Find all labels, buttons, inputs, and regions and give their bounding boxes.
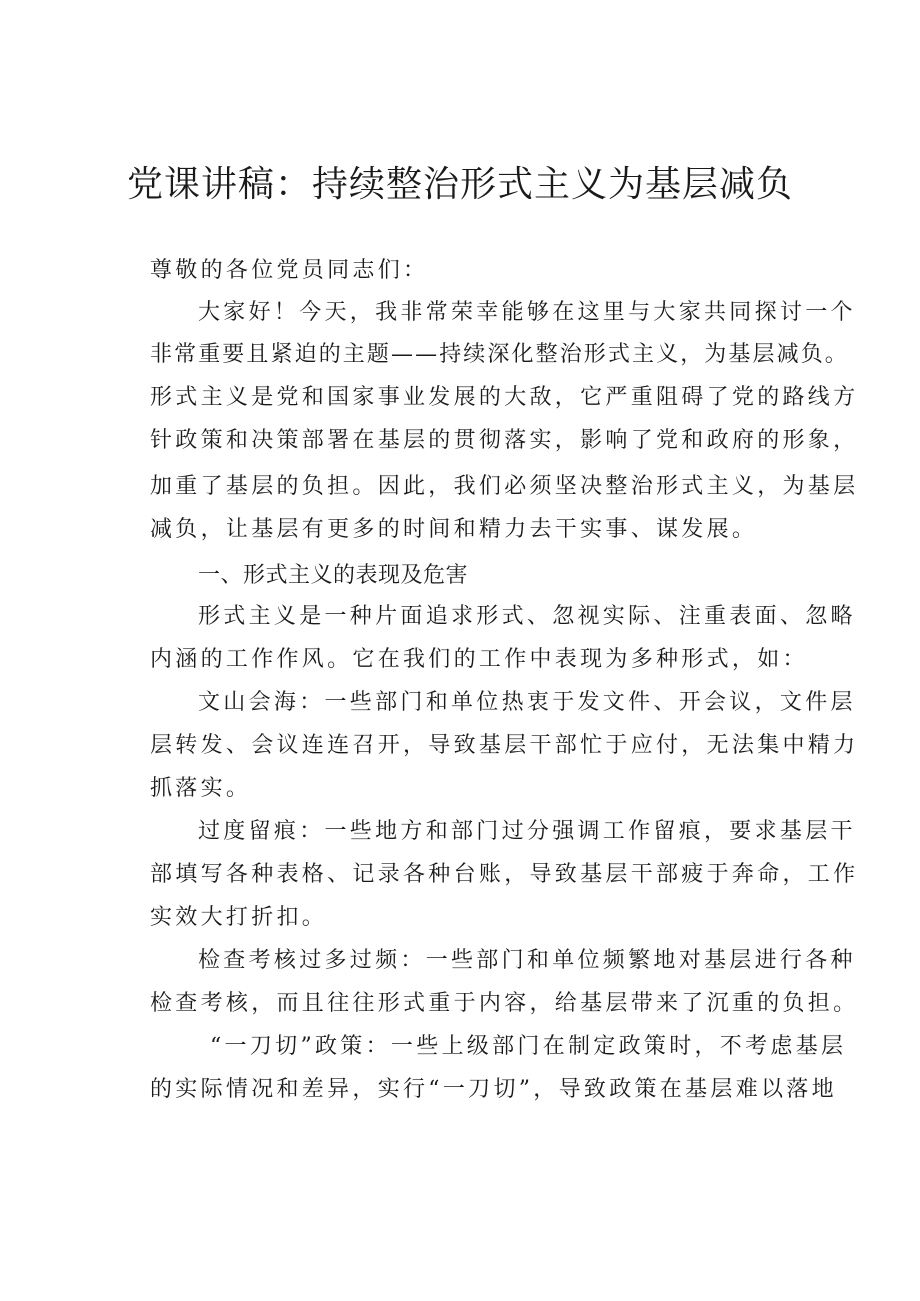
paragraph-line: 针政策和决策部署在基层的贯彻落实，影响了党和政府的形象， (150, 428, 859, 453)
paragraph-line: 过度留痕：一些地方和部门过分强调工作留痕，要求基层干 (198, 819, 856, 844)
paragraph-line: 抓落实。 (150, 776, 252, 801)
paragraph-line: 实效大打折扣。 (150, 905, 328, 930)
paragraph-line: 文山会海：一些部门和单位热衷于发文件、开会议，文件层 (198, 690, 856, 715)
paragraph-line: 大家好！今天，我非常荣幸能够在这里与大家共同探讨一个 (198, 300, 856, 325)
paragraph-line: 检查考核过多过频：一些部门和单位频繁地对基层进行各种 (198, 948, 856, 973)
paragraph-line: 部填写各种表格、记录各种台账，导致基层干部疲于奔命，工作 (150, 862, 859, 887)
paragraph-line: 内涵的工作作风。它在我们的工作中表现为多种形式，如： (150, 647, 808, 672)
document-title: 党课讲稿：持续整治形式主义为基层减负 (126, 164, 793, 205)
paragraph-line: 的实际情况和差异，实行“一刀切”，导致政策在基层难以落地 (150, 1077, 837, 1102)
paragraph-line: 形式主义是党和国家事业发展的大敌，它严重阻碍了党的路线方 (150, 385, 859, 410)
paragraph-line: 减负，让基层有更多的时间和精力去干实事、谋发展。 (150, 517, 758, 542)
paragraph-line: 加重了基层的负担。因此，我们必须坚决整治形式主义，为基层 (150, 474, 859, 499)
paragraph-line: 层转发、会议连连召开，导致基层干部忙于应付，无法集中精力 (150, 733, 859, 758)
paragraph-line: 检查考核，而且往往形式重于内容，给基层带来了沉重的负担。 (150, 991, 859, 1016)
salutation: 尊敬的各位党员同志们： (150, 258, 429, 283)
paragraph-line: 形式主义是一种片面追求形式、忽视实际、注重表面、忽略 (198, 604, 856, 629)
paragraph-line: 非常重要且紧迫的主题——持续深化整治形式主义，为基层减负。 (150, 342, 849, 367)
section-heading: 一、形式主义的表现及危害 (198, 563, 469, 588)
paragraph-line: “一刀切”政策：一些上级部门在制定政策时，不考虑基层 (210, 1034, 847, 1059)
